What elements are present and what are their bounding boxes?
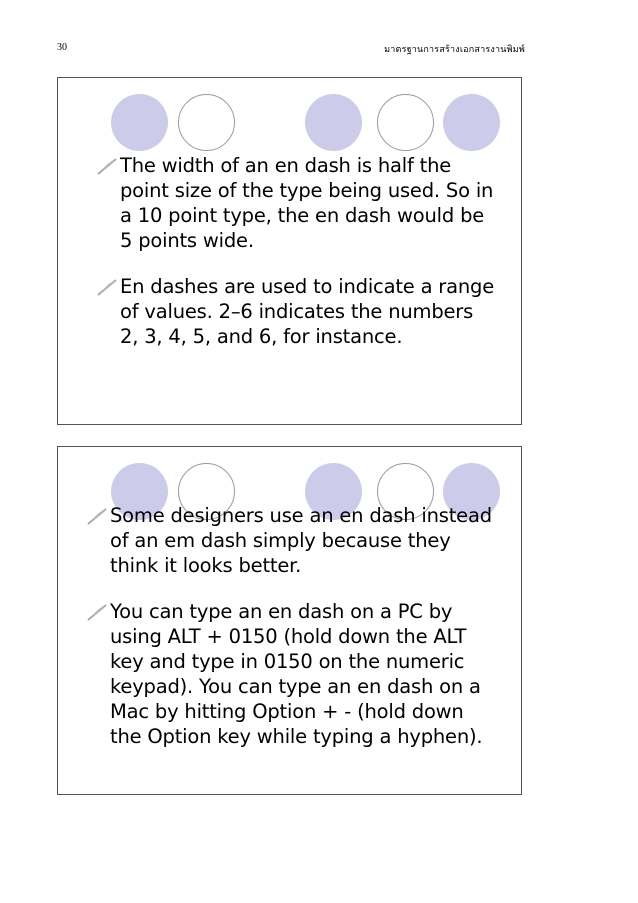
bullet-text: You can type an en dash on a PC by using ALT + 0150 (hold down the ALT key and type in 0150 on the numeric keypad). You can type an en dash on a Mac by hitting Option + - (hold down the Option key while typing a hyphen).	[110, 600, 483, 748]
bullet-list	[96, 153, 496, 370]
circle-filled	[111, 94, 168, 151]
circle-filled	[305, 94, 362, 151]
feather-quill-icon	[86, 602, 108, 622]
decorative-circles	[58, 78, 521, 158]
slide-2	[57, 446, 522, 795]
list-item	[86, 599, 496, 749]
list-item	[96, 153, 496, 253]
bullet-list	[86, 503, 496, 770]
feather-quill-icon	[96, 156, 118, 176]
circle-filled	[443, 94, 500, 151]
feather-quill-icon	[96, 277, 118, 297]
slide-1	[57, 77, 522, 425]
list-item	[86, 503, 496, 578]
page-number: 30	[57, 42, 67, 53]
bullet-text: En dashes are used to indicate a range of values. 2–6 indicates the numbers 2, 3, 4, 5, and 6, for instance.	[120, 275, 495, 348]
running-header: มาตรฐานการสร้างเอกสารงานพิมพ์	[384, 45, 525, 55]
circle-outline	[377, 94, 434, 151]
list-item	[96, 274, 496, 349]
feather-quill-icon	[86, 506, 108, 526]
bullet-text: The width of an en dash is half the point size of the type being used. So in a 10 point type, the en dash would be 5 points wide.	[120, 154, 494, 252]
bullet-text: Some designers use an en dash instead of an em dash simply because they think it looks better.	[110, 504, 492, 577]
circle-outline	[178, 94, 235, 151]
